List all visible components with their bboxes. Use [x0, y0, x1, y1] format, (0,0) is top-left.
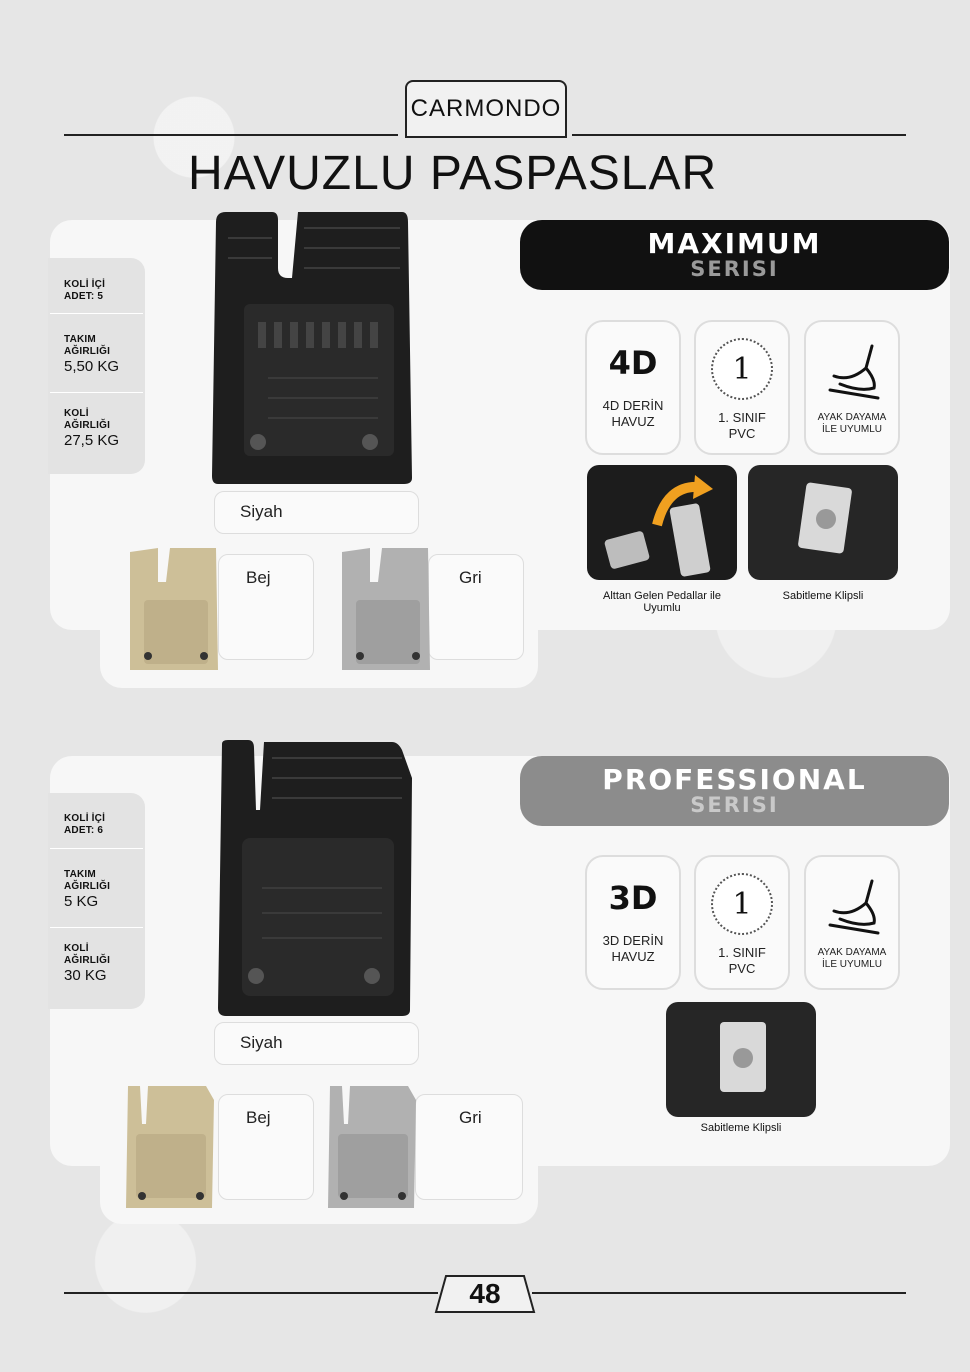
brand-logo: [405, 80, 567, 138]
professional-mat-beige-image: [122, 1084, 218, 1212]
series-name: PROFESSIONAL: [602, 763, 867, 796]
maximum-feature-pvc: [694, 320, 790, 455]
feature-text: 3D DERİN HAVUZ: [602, 933, 664, 964]
feature-text: AYAK DAYAMA İLE UYUMLU: [817, 412, 887, 435]
photo-caption: Sabitleme Klipsli: [700, 1122, 782, 1134]
maximum-feature-depth: [585, 320, 681, 455]
professional-spec-box-weight: [64, 943, 124, 985]
maximum-feature-footrest: [804, 320, 900, 455]
feature-big-text: 3D: [608, 879, 658, 917]
maximum-color-gri: [428, 554, 524, 660]
professional-series-banner: [520, 756, 949, 826]
maximum-mat-black-image: [208, 208, 418, 488]
header-rule-left: [64, 134, 398, 136]
maximum-spec-set-weight: [64, 334, 124, 376]
feature-text: AYAK DAYAMA İLE UYUMLU: [817, 947, 887, 970]
spec-divider: [50, 927, 143, 928]
professional-spec-box-count: [64, 813, 124, 837]
spec-label: KOLİ İÇİ ADET: 5: [64, 279, 106, 302]
maximum-spec-box-weight: [64, 408, 124, 450]
professional-feature-pvc: [694, 855, 790, 990]
color-label: Gri: [459, 568, 482, 587]
spec-divider: [50, 313, 143, 314]
maximum-photo-clip: [748, 465, 898, 580]
feature-big-text: 4D: [608, 344, 658, 382]
color-label: Bej: [246, 1108, 271, 1127]
spec-divider: [50, 848, 143, 849]
footer-rule-left: [64, 1292, 438, 1294]
spec-value: 30 KG: [64, 967, 107, 984]
professional-photo-clip: [666, 1002, 816, 1117]
maximum-photo-pedals: [587, 465, 737, 580]
maximum-color-bej: [218, 554, 314, 660]
professional-feature-footrest: [804, 855, 900, 990]
foot-icon: [820, 340, 884, 400]
pedal-photo-graphic: [587, 465, 737, 580]
series-subtitle: SERISI: [690, 257, 779, 281]
feature-text: 1. SINIF PVC: [718, 410, 766, 441]
page-title: HAVUZLU PASPASLAR: [188, 147, 718, 200]
photo-caption: Sabitleme Klipsli: [782, 590, 864, 602]
spec-value: 5,50 KG: [64, 358, 120, 375]
clip-photo-graphic: [748, 465, 898, 580]
feature-text: 4D DERİN HAVUZ: [602, 398, 664, 429]
maximum-spec-box-count: [64, 279, 124, 303]
footer-rule-right: [532, 1292, 906, 1294]
spec-label: TAKIM AĞIRLIĞI: [64, 334, 111, 357]
spec-label: KOLİ İÇİ ADET: 6: [64, 813, 106, 836]
badge-number: 1: [732, 886, 752, 922]
series-name: MAXIMUM: [647, 227, 822, 260]
maximum-series-banner: [520, 220, 949, 290]
clip-photo-graphic: [666, 1002, 816, 1117]
spec-divider: [50, 392, 143, 393]
color-label: Gri: [459, 1108, 482, 1127]
header-rule-right: [572, 134, 906, 136]
professional-mat-gray-image: [324, 1084, 420, 1212]
pvc-badge-icon: [711, 338, 773, 400]
professional-color-gri: [415, 1094, 523, 1200]
spec-value: 5 KG: [64, 893, 99, 910]
page-number: 48: [469, 1278, 501, 1309]
spec-label: TAKIM AĞIRLIĞI: [64, 869, 111, 892]
maximum-color-siyah: [214, 491, 419, 534]
brand-logo-text: CARMONDO: [410, 95, 562, 122]
color-label: Siyah: [240, 502, 283, 521]
photo-caption: Alttan Gelen Pedallar ile Uyumlu: [602, 590, 721, 614]
professional-feature-depth: [585, 855, 681, 990]
color-label: Siyah: [240, 1033, 283, 1052]
professional-mat-black-image: [212, 738, 418, 1020]
series-subtitle: SERISI: [690, 793, 779, 817]
spec-label: KOLİ AĞIRLIĞI: [64, 943, 111, 966]
professional-color-siyah: [214, 1022, 419, 1065]
spec-value: 27,5 KG: [64, 432, 120, 449]
badge-number: 1: [732, 351, 752, 387]
maximum-mat-beige-image: [126, 546, 220, 674]
pvc-badge-icon: [711, 873, 773, 935]
maximum-mat-gray-image: [338, 546, 432, 674]
foot-icon: [820, 875, 884, 935]
feature-text: 1. SINIF PVC: [718, 945, 766, 976]
professional-color-bej: [218, 1094, 314, 1200]
professional-spec-set-weight: [64, 869, 124, 911]
color-label: Bej: [246, 568, 271, 587]
spec-label: KOLİ AĞIRLIĞI: [64, 408, 111, 431]
